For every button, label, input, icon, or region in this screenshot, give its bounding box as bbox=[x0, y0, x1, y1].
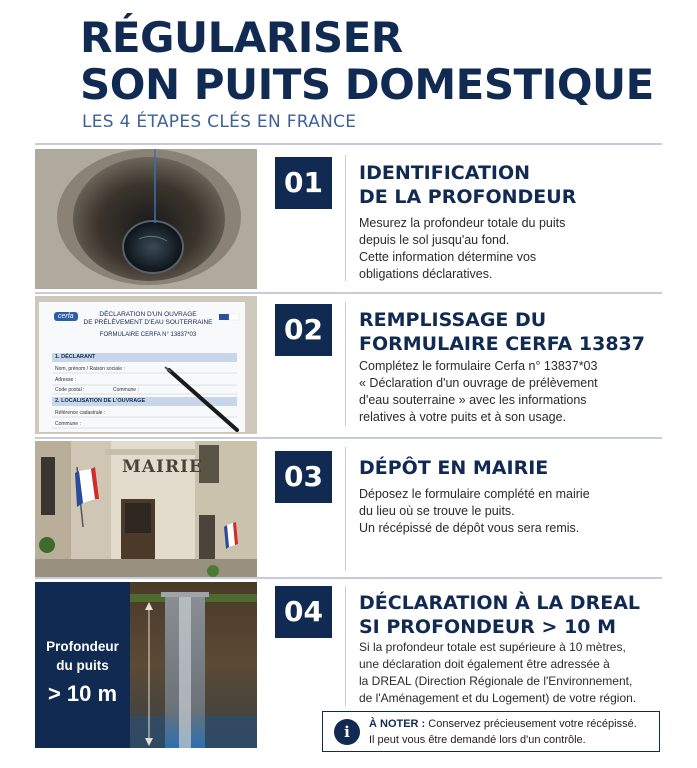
depth-label: Profondeur du puits bbox=[46, 639, 119, 673]
form-title: DÉCLARATION D'UN OUVRAGE DE PRÉLÈVEMENT D'EAU SOUTERRAINE FORMULAIRE CERFA N° 13837*03 bbox=[83, 311, 213, 338]
step-title: DÉPÔT EN MAIRIE bbox=[359, 457, 549, 479]
step-description: Déposez le formulaire complété en mairie du lieu où se trouve le puits. Un récépissé de dépôt vous sera remis. bbox=[359, 487, 590, 535]
town-hall-image bbox=[35, 441, 257, 577]
form-field: Commune : bbox=[55, 421, 81, 427]
step-1 bbox=[35, 149, 662, 289]
divider bbox=[35, 292, 662, 294]
form-field: Nom, prénom / Raison sociale : bbox=[55, 366, 125, 372]
form-field: Adresse : bbox=[55, 377, 77, 383]
divider bbox=[35, 577, 662, 579]
cerfa-form-image bbox=[35, 296, 257, 434]
form-field: Code postal : bbox=[55, 387, 85, 393]
note-box bbox=[322, 711, 660, 752]
note-text: À NOTER : Conservez précieusement votre récépissé. Il peut vous être demandé lors d'un contrôle. bbox=[369, 718, 637, 746]
step-number: 01 bbox=[275, 157, 332, 209]
mairie-sign: MAIRIE bbox=[122, 457, 203, 477]
form-field: Commune : bbox=[113, 387, 139, 393]
page-title bbox=[80, 14, 654, 108]
page-subtitle: LES 4 ÉTAPES CLÉS EN FRANCE bbox=[82, 112, 357, 132]
step-title: IDENTIFICATION DE LA PROFONDEUR bbox=[359, 162, 577, 208]
vertical-divider bbox=[345, 302, 346, 426]
well-cross-section-image bbox=[35, 582, 257, 748]
step-2 bbox=[35, 296, 662, 434]
vertical-divider bbox=[345, 447, 346, 571]
form-field: Référence cadastrale : bbox=[55, 410, 106, 416]
vertical-divider bbox=[345, 586, 346, 706]
step-3 bbox=[35, 441, 662, 577]
step-title: DÉCLARATION À LA DREAL SI PROFONDEUR > 10 M bbox=[359, 592, 641, 638]
depth-value: > 10 m bbox=[47, 681, 118, 706]
title-line-1: RÉGULARISER bbox=[80, 13, 403, 62]
form-section-2: 2. LOCALISATION DE L'OUVRAGE bbox=[55, 398, 146, 404]
form-section-1: 1. DÉCLARANT bbox=[55, 354, 96, 360]
step-number: 03 bbox=[275, 451, 332, 503]
step-number: 02 bbox=[275, 304, 332, 356]
title-line-2: SON PUITS DOMESTIQUE bbox=[80, 60, 654, 109]
vertical-divider bbox=[345, 155, 346, 281]
step-description: Complétez le formulaire Cerfa n° 13837*03 « Déclaration d'un ouvrage de prélèvement d'eau souterraine » avec les informations relatives à votre puits et à son usage. bbox=[359, 359, 598, 424]
step-description: Si la profondeur totale est supérieure à 10 mètres, une déclaration doit également être adressée à la DREAL (Direction Régionale de l'Environnement, de l'Aménagement et du Logement) de votre région. bbox=[359, 640, 637, 705]
step-description: Mesurez la profondeur totale du puits depuis le sol jusqu'au fond. Cette information détermine vos obligations déclaratives. bbox=[359, 216, 566, 281]
depth-callout bbox=[35, 582, 130, 748]
well-top-view-image bbox=[35, 149, 257, 289]
step-title: REMPLISSAGE DU FORMULAIRE CERFA 13837 bbox=[359, 309, 645, 355]
step-number: 04 bbox=[275, 586, 332, 638]
divider bbox=[35, 437, 662, 439]
cerfa-logo: cerfa bbox=[54, 312, 78, 321]
divider bbox=[35, 143, 662, 145]
info-icon: i bbox=[334, 719, 360, 745]
